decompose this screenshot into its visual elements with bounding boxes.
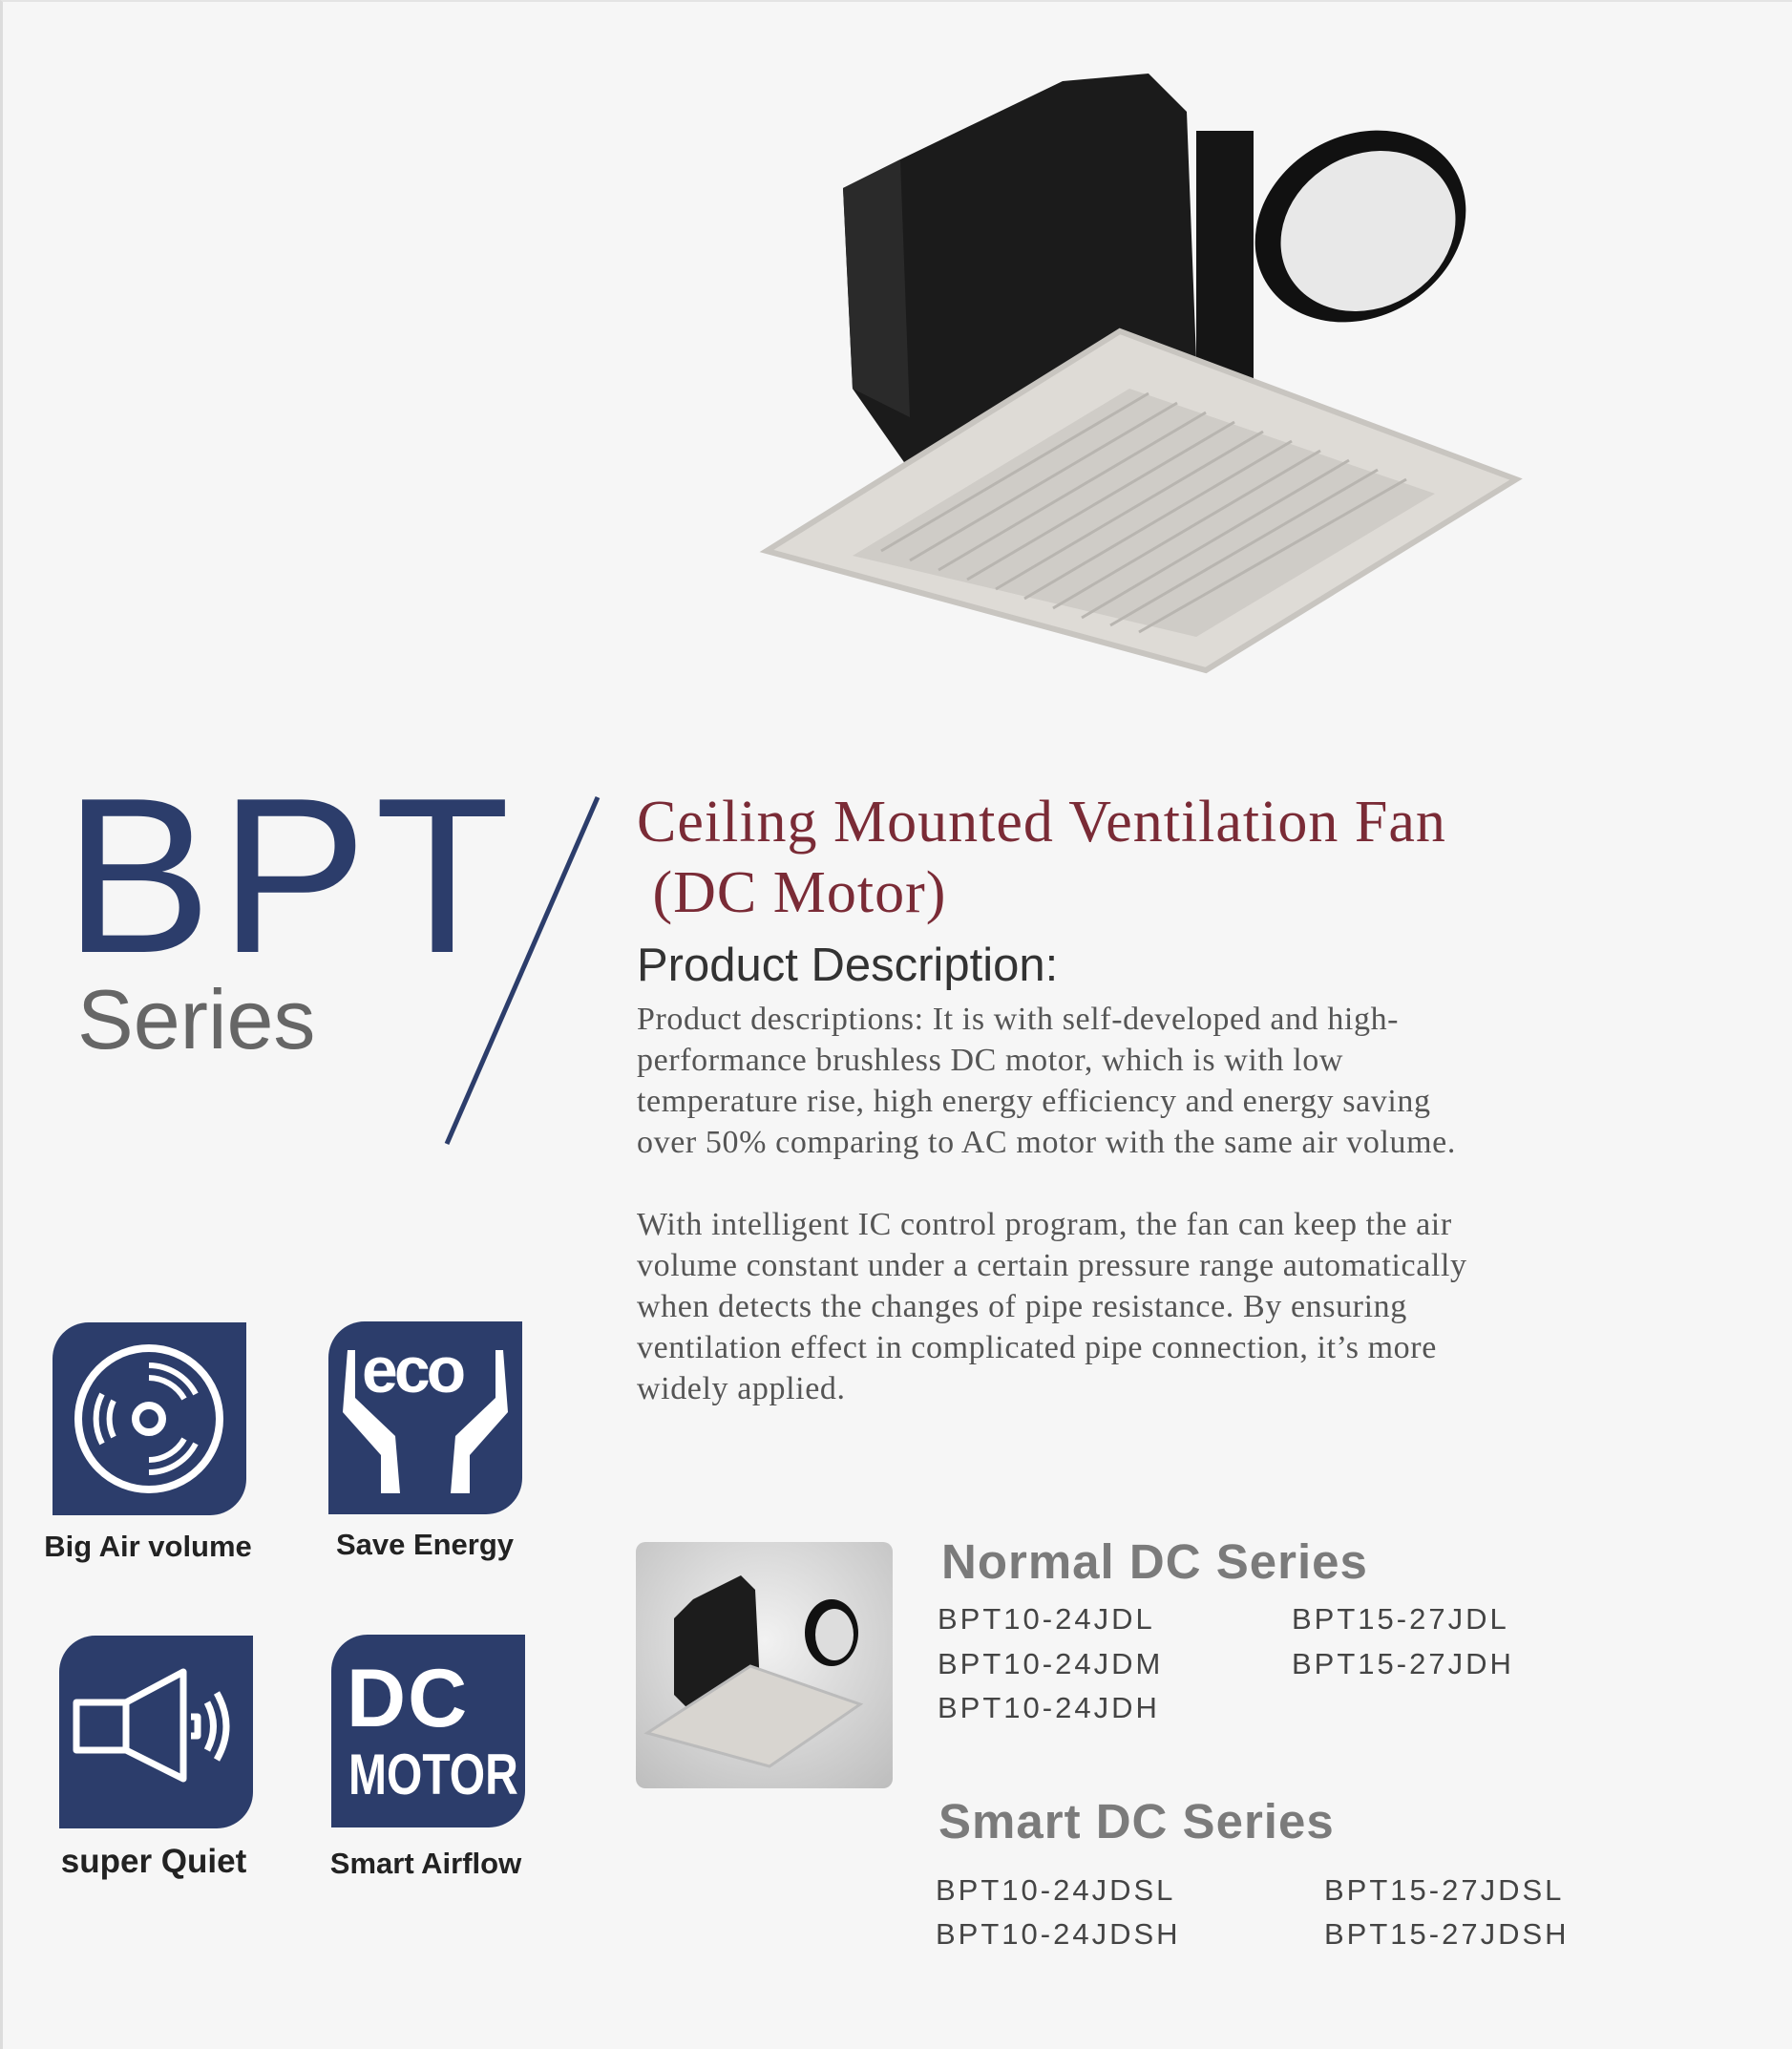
description-heading: Product Description: [637,940,1059,991]
speaker-icon [59,1636,253,1828]
product-image-fan [748,74,1530,694]
feature-label: Smart Airflow [329,1847,522,1880]
model-item: BPT10-24JDM [938,1647,1164,1680]
product-thumbnail [636,1542,893,1788]
fan-icon [53,1322,246,1515]
normal-series-heading: Normal DC Series [941,1534,1368,1589]
product-subtitle: (DC Motor) [637,860,947,925]
model-item: BPT10-24JDSH [936,1917,1181,1951]
smart-series-heading: Smart DC Series [938,1794,1335,1848]
dc-motor-icon: DC MOTOR [331,1635,525,1827]
eco-hands-icon: eco [328,1321,522,1514]
model-item: BPT10-24JDSL [936,1873,1176,1907]
model-item: BPT15-27JDH [1292,1647,1514,1680]
product-title: Ceiling Mounted Ventilation Fan [637,790,1446,855]
description-para-1: Product descriptions: It is with self-developed and high- performance brushless DC motor, which is with low temperature rise, high energy efficiency and energy saving over 50% comparing to AC motor with the same air volume. [637,1002,1456,1160]
model-item: BPT15-27JDL [1292,1602,1509,1636]
feature-label: Big Air volume [44,1530,252,1563]
model-item: BPT10-24JDL [938,1602,1155,1636]
model-item: BPT10-24JDH [938,1691,1160,1724]
divider-slash [3,2,671,1195]
description-para-2: With intelligent IC control program, the fan can keep the air volume constant under a certain pressure range automatically when detects the changes of pipe resistance. By ensuring ventilation effect in complicated pipe connection, it’s more widely applied. [637,1207,1467,1406]
model-item: BPT15-27JDSH [1324,1917,1570,1951]
model-item: BPT15-27JDSL [1324,1873,1565,1907]
feature-label: Save Energy [335,1528,515,1561]
series-word: Series [77,972,316,1067]
series-code: BPT [64,752,518,1000]
feature-label: super Quiet [60,1843,247,1880]
